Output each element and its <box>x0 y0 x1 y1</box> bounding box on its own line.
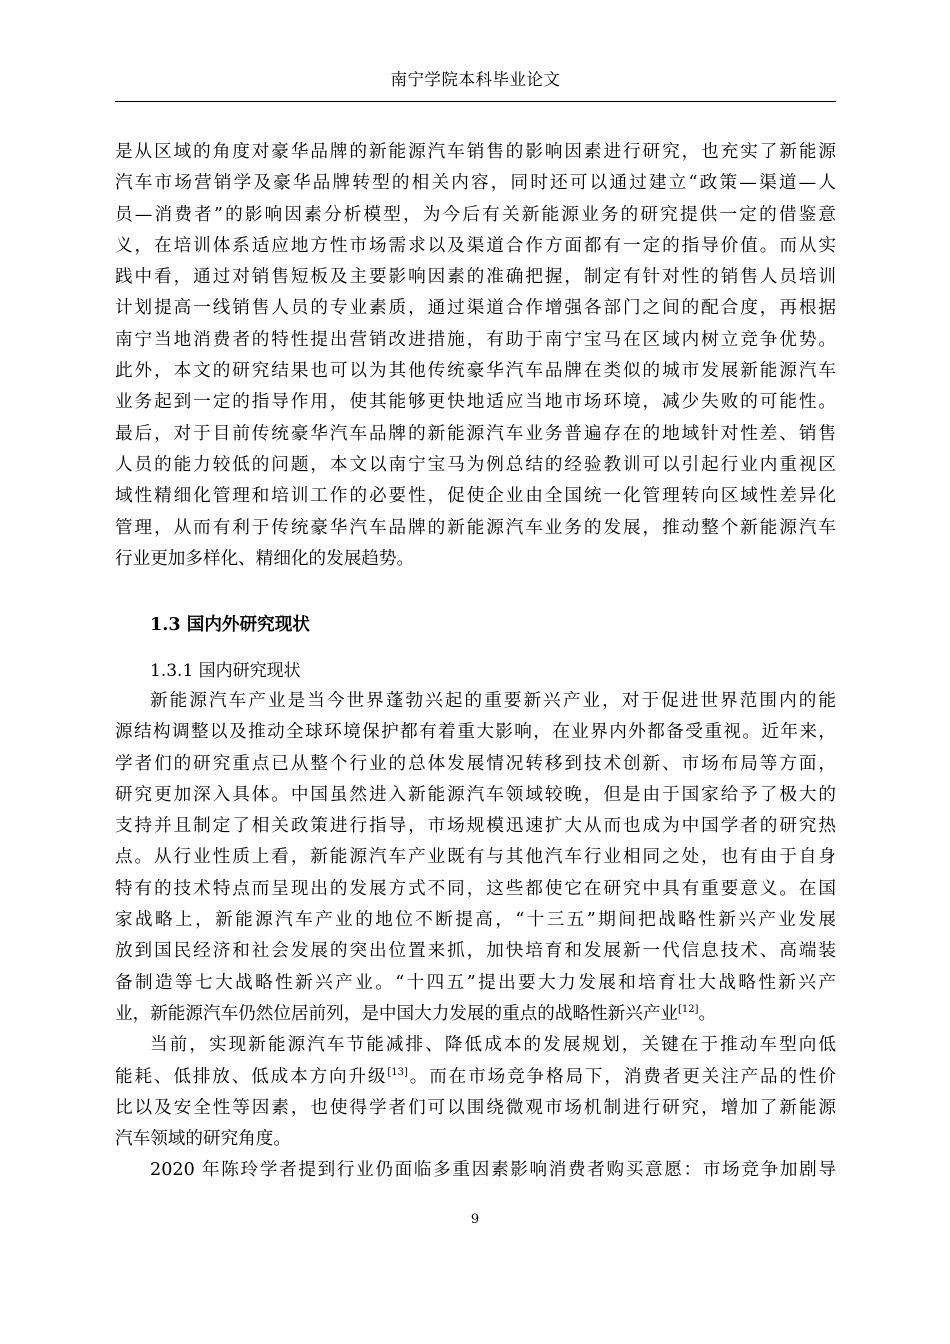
text-line <box>115 999 836 1030</box>
text-line: 当前，实现新能源汽车节能减排、降低成本的发展规划，关键在于推动车型向低 <box>150 1035 836 1056</box>
text-run: 能耗、低排放、低成本方向升级 <box>115 1066 388 1087</box>
paragraph-significance <box>115 137 836 575</box>
text-line: 域性精细化管理和培训工作的必要性，促使企业由全国统一化管理转向区域性差异化 <box>115 486 836 507</box>
text-line: 源结构调整以及推动全球环境保护都有着重大影响，在业界内外都备受重视。近年来， <box>115 722 836 743</box>
text-line: 研究更加深入具体。中国虽然进入新能源汽车领域较晚，但是由于国家给予了极大的 <box>115 784 836 805</box>
header-divider <box>115 101 836 102</box>
text-line: 2020 年陈玲学者提到行业仍面临多重因素影响消费者购买意愿：市场竞争加剧导 <box>150 1160 836 1181</box>
text-line: 业务起到一定的指导作用，使其能够更快地适应当地市场环境，减少失败的可能性。 <box>115 392 836 413</box>
text-line: 义，在培训体系适应地方性市场需求以及渠道合作方面都有一定的指导价值。而从实 <box>115 235 836 256</box>
text-line: 是从区域的角度对豪华品牌的新能源汽车销售的影响因素进行研究，也充实了新能源 <box>115 142 836 162</box>
text-run: 业，新能源汽车仍然位居前列，是中国大力发展的重点的战略性新兴产业 <box>115 1003 679 1024</box>
citation-ref: [13] <box>387 1066 408 1078</box>
page-number: 9 <box>470 1212 480 1227</box>
text-run: 。而在市场竞争格局下，消费者更关注产品的性价 <box>407 1066 836 1087</box>
text-line: 学者们的研究重点已从整个行业的总体发展情况转移到技术创新、市场布局等方面， <box>115 753 836 774</box>
text-line: 新能源汽车产业是当今世界蓬勃兴起的重要新兴产业，对于促进世界范围内的能 <box>150 691 836 711</box>
text-line: 汽车领域的研究角度。 <box>115 1129 291 1150</box>
citation-ref: [12] <box>678 1003 699 1015</box>
text-line: 汽车市场营销学及豪华品牌转型的相关内容，同时还可以通过建立“政策—渠道—人 <box>115 173 836 194</box>
text-line: 点。从行业性质上看，新能源汽车产业既有与其他汽车行业相同之处，也有由于自身 <box>115 847 836 868</box>
paragraph-domestic-research <box>115 686 836 1187</box>
page-header: 南宁学院本科毕业论文 <box>390 70 561 89</box>
text-line: 备制造等七大战略性新兴产业。“十四五”提出要大力发展和培育壮大战略性新兴产 <box>115 972 836 993</box>
text-line: 南宁当地消费者的特性提出营销改进措施，有助于南宁宝马在区域内树立竞争优势。 <box>115 329 836 350</box>
subsection-heading: 1.3.1 国内研究现状 <box>150 661 301 681</box>
text-line <box>115 1062 836 1093</box>
text-line: 比以及安全性等因素，也使得学者们可以围绕微观市场机制进行研究，增加了新能源 <box>115 1097 836 1118</box>
text-line: 践中看，通过对销售短板及主要影响因素的准确把握，制定有针对性的销售人员培训 <box>115 267 836 288</box>
text-line: 特有的技术特点而呈现出的发展方式不同，这些都使它在研究中具有重要意义。在国 <box>115 878 836 899</box>
text-line: 行业更加多样化、精细化的发展趋势。 <box>115 548 415 569</box>
text-line: 管理，从而有利于传统豪华汽车品牌的新能源汽车业务的发展，推动整个新能源汽车 <box>115 517 836 538</box>
text-line: 人员的能力较低的问题，本文以南宁宝马为例总结的经验教训可以引起行业内重视区 <box>115 454 836 475</box>
text-line: 最后，对于目前传统豪华汽车品牌的新能源汽车业务普遍存在的地域针对性差、销售 <box>115 423 836 444</box>
text-line: 此外，本文的研究结果也可以为其他传统豪华汽车品牌在类似的城市发展新能源汽车 <box>115 361 836 382</box>
text-line: 家战略上，新能源汽车产业的地位不断提高，“十三五”期间把战略性新兴产业发展 <box>115 910 836 931</box>
text-run: 。 <box>698 1003 717 1024</box>
section-heading: 1.3 国内外研究现状 <box>150 614 310 635</box>
text-line: 放到国民经济和社会发展的突出位置来抓，加快培育和发展新一代信息技术、高端装 <box>115 941 836 962</box>
text-line: 支持并且制定了相关政策进行指导，市场规模迅速扩大从而也成为中国学者的研究热 <box>115 816 836 837</box>
text-line: 计划提高一线销售人员的专业素质，通过渠道合作增强各部门之间的配合度，再根据 <box>115 298 836 319</box>
text-line: 员—消费者”的影响因素分析模型，为今后有关新能源业务的研究提供一定的借鉴意 <box>115 204 836 225</box>
